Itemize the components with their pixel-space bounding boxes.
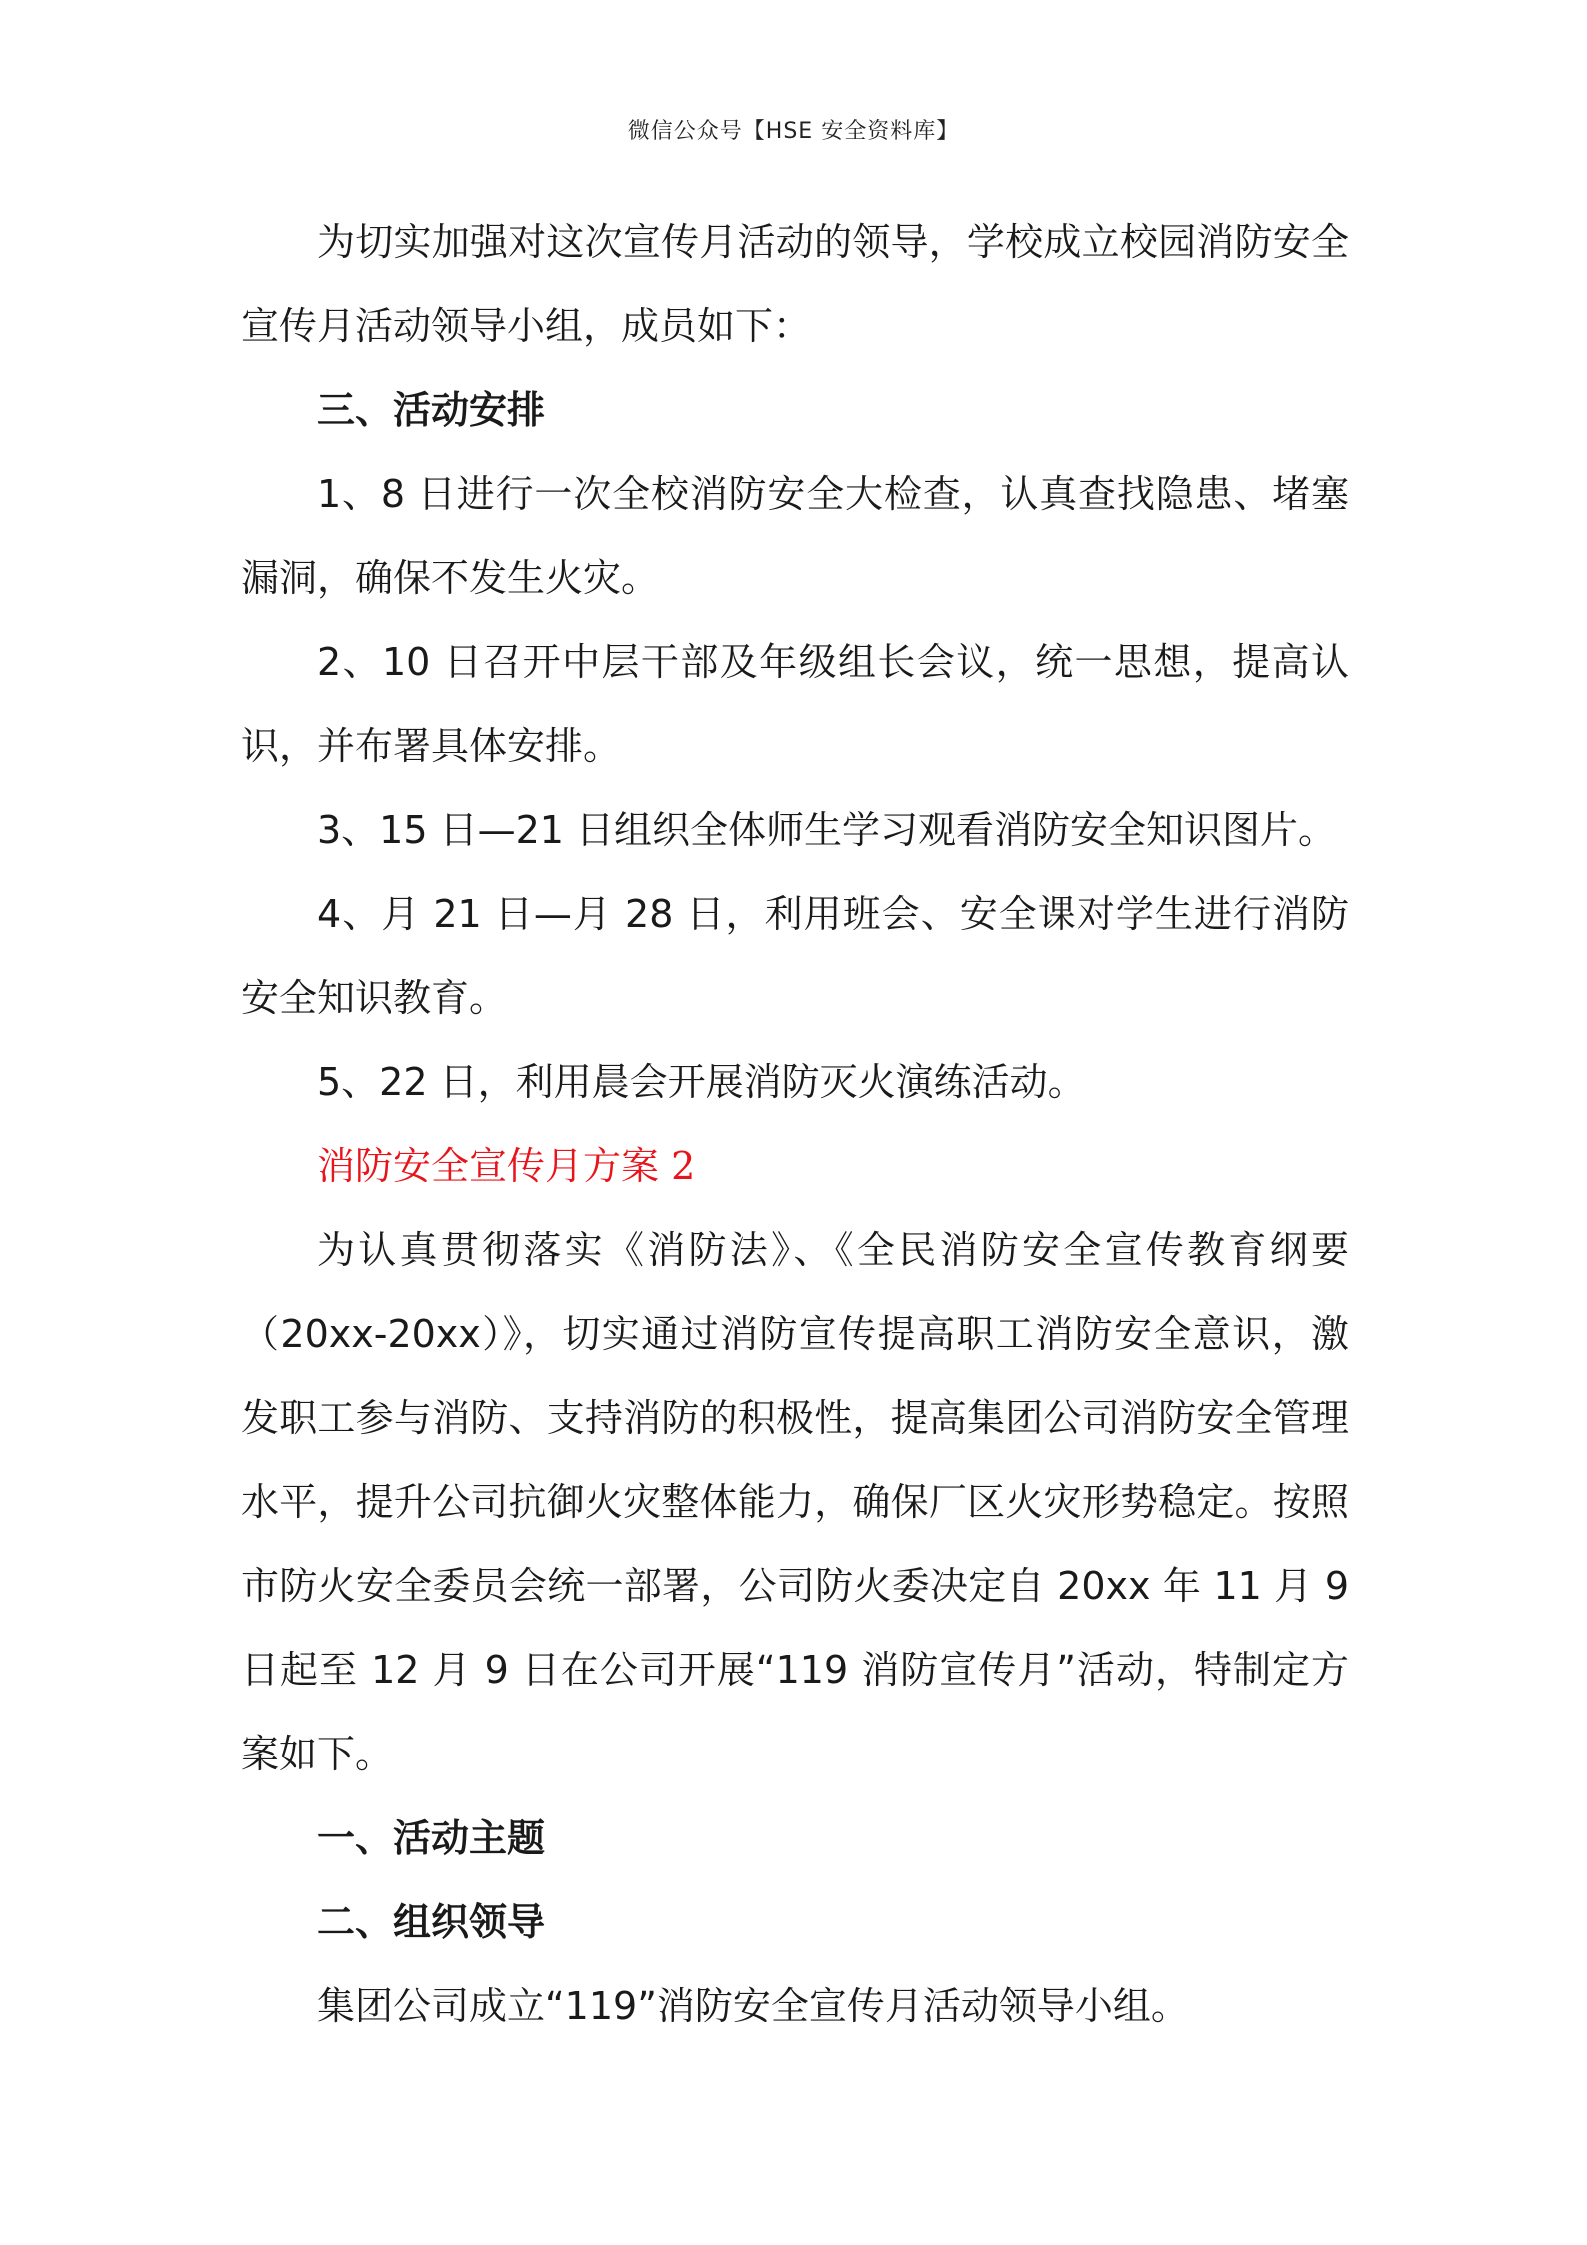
list-item-5: 5、22 日，利用晨会开展消防灭火演练活动。 — [317, 1060, 1086, 1104]
list-item-3: 3、15 日—21 日组织全体师生学习观看消防安全知识图片。 — [317, 808, 1337, 852]
heading-activity-arrangement: 三、活动安排 — [317, 388, 546, 432]
list-item-1: 1、8 日进行一次全校消防安全大检查，认真查找隐患、堵塞漏洞，确保不发生火灾。 — [241, 472, 1349, 600]
heading-activity-theme: 一、活动主题 — [317, 1816, 546, 1860]
leadership-paragraph: 为切实加强对这次宣传月活动的领导，学校成立校园消防安全宣传月活动领导小组，成员如下： — [241, 220, 1349, 348]
heading-organization: 二、组织领导 — [317, 1900, 546, 1944]
document-body — [241, 200, 1349, 2048]
section-title: 消防安全宣传月方案 2 — [317, 1144, 696, 1188]
plan-intro-paragraph: 为认真贯彻落实《消防法》、《全民消防安全宣传教育纲要（20xx-20xx）》，切实通过消防宣传提高职工消防安全意识，激发职工参与消防、支持消防的积极性，提高集团公司消防安全管理水平，提升公司抗御火灾整体能力，确保厂区火灾形势稳定。按照市防火安全委员会统一部署，公司防火委决定自 20xx 年 11 月 9 日起至 12 月 9 日在公司开展“119 消防宣传月”活动，特制定方案如下。 — [241, 1228, 1349, 1776]
leadership-group-paragraph: 集团公司成立“119”消防安全宣传月活动领导小组。 — [317, 1984, 1189, 2028]
list-item-2: 2、10 日召开中层干部及年级组长会议，统一思想，提高认识，并布署具体安排。 — [241, 640, 1349, 768]
page-header: 微信公众号【HSE 安全资料库】 — [627, 119, 960, 144]
list-item-4: 4、月 21 日—月 28 日，利用班会、安全课对学生进行消防安全知识教育。 — [241, 892, 1349, 1020]
